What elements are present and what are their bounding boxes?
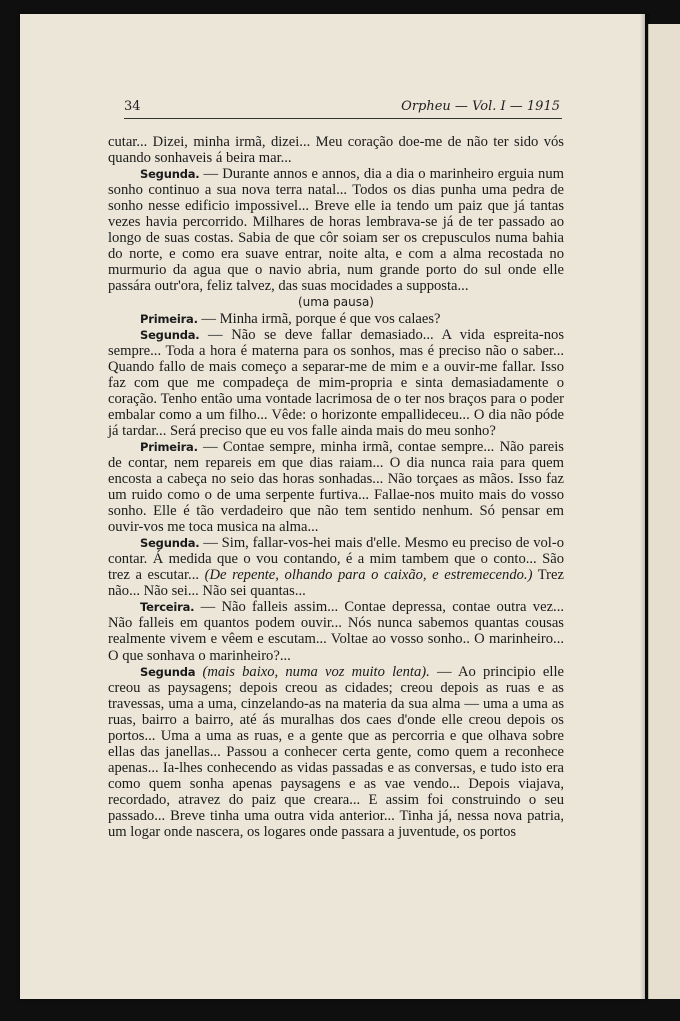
stage-direction: (mais baixo, numa voz muito lenta). [195, 663, 430, 680]
dialogue-text: — Minha irmã, porque é que vos calaes? [197, 310, 441, 327]
stage-direction-pause: (uma pausa) [297, 295, 374, 310]
speaker-label: Primeira. [140, 311, 198, 326]
dialogue-text: — Ao principio elle creou as paysagens; depois creou as cidades; creou depois as ruas e as travessas, uma a uma, cinzelando-as na materia da sua alma — uma a uma as ruas, bairro a bairro, até ás muralhas dos caes d'onde elle creou depois os portos... Uma a uma as ruas, e a gente que as percorria e que olhava sobre ellas das janellas... Passou a conhecer certa gente, como quem a reconhece apenas... Ia-lhes conhecendo as vidas passadas e as conversas, e tudo isto era como quem sonha apenas paysagens e as vae vendo... Depois viajava, recordado, atravez do paiz que creara... E assim foi construindo o seu passado... Breve tinha uma outra vida anterior... Tinha já, nessa nova patria, um logar onde nascera, os logares onde passara a juventude, os portos [108, 663, 564, 841]
speaker-label: Segunda. [140, 327, 200, 342]
paragraph-text: — Durante annos e annos, dia a dia o marinheiro erguia num sonho continuo a sua nova terra natal... Todos os dias punha uma pedra de sonho nesse edificio impossivel... Breve elle ia tendo um paiz que já tantas vezes havia percorrido. Milhares de horas lembrava-se já de ter passado ao longo de suas costas. Sabia de que côr soiam ser os crepusculos numa bahia do norte, e como era suave entrar, noite alta, e com a alma recostada no murmurio da agua que o navio abria, num grande porto do sul onde elle passára outr'ora, feliz talvez, das suas mocidades a supposta... [108, 166, 564, 295]
dialogue-text: — Não se deve fallar demasiado... A vida espreita-nos sempre... Toda a hora é materna para os sonhos, mas é preciso não o saber... Quando fallo de mais começo a separar-me de mim e a ouvir-me fallar. Isso faz com que me compadeça de mim-propria e sinta demasiadamente o coração. Tenho então uma vontade lacrimosa de o ter nos braços para o poder embalar como a um filho... Vêde: o horizonte empallideceu... O dia não póde já tardar... Será preciso que eu vos falle ainda mais do meu sonho? [108, 326, 564, 439]
paragraph [108, 134, 564, 166]
speaker-label: Segunda. [140, 536, 200, 551]
dialogue-line [108, 439, 564, 535]
speaker-label: Terceira. [140, 600, 195, 615]
running-header [124, 98, 562, 119]
dialogue-line [108, 327, 564, 439]
dialogue-text-after: Trez não... Não sei... Não sei quantas... [108, 567, 564, 600]
speaker-label: Primeira. [140, 439, 198, 454]
next-page-edge [648, 24, 680, 999]
dialogue-line [108, 599, 564, 663]
dialogue-line [108, 664, 564, 841]
dialogue-text: — Contae sempre, minha irmã, contae sempre... Não pareis de contar, nem repareis em que dias raiam... O dia nunca raia para quem encosta a cabeça no seio das horas sonhadas... Não torçaes as mãos. Isso faz um ruido como o de uma serpente furtiva... Fallae-nos muito mais do vosso sonho. Elle é tão verdadeiro que não tem sentido nenhum. Só pensar em ouvir-vos me toca musica na alma... [108, 438, 564, 536]
dialogue-line [108, 311, 564, 327]
page-number: 34 [124, 99, 141, 114]
dialogue-line [108, 535, 564, 599]
speaker-label: Segunda. [140, 167, 200, 182]
dialogue-text: — Sim, fallar-vos-hei mais d'elle. Mesmo eu preciso de vol-o contar. Á medida que o vou contando, é a mim tambem que o conto... São trez a escutar... [108, 535, 564, 584]
running-title: Orpheu — Vol. I — 1915 [401, 99, 560, 114]
dialogue-text: — Não falleis assim... Contae depressa, contae outra vez... Não falleis em quantos podem ouvir... Nós nunca sabemos quantas cousas realmente vivem e vêem e escutam... Voltae ao vosso sonho.. O marinheiro... O que sonhava o marinheiro?... [108, 599, 564, 664]
stage-direction: (De repente, olhando para o caixão, e estremecendo.) [204, 567, 533, 584]
paragraph-text: cutar... Dizei, minha irmã, dizei... Meu coração doe-me de não ter sido vós quando sonhaveis á beira mar... [108, 134, 564, 167]
paragraph [108, 166, 564, 294]
page-body [108, 134, 564, 840]
speaker-label: Segunda [140, 664, 196, 679]
